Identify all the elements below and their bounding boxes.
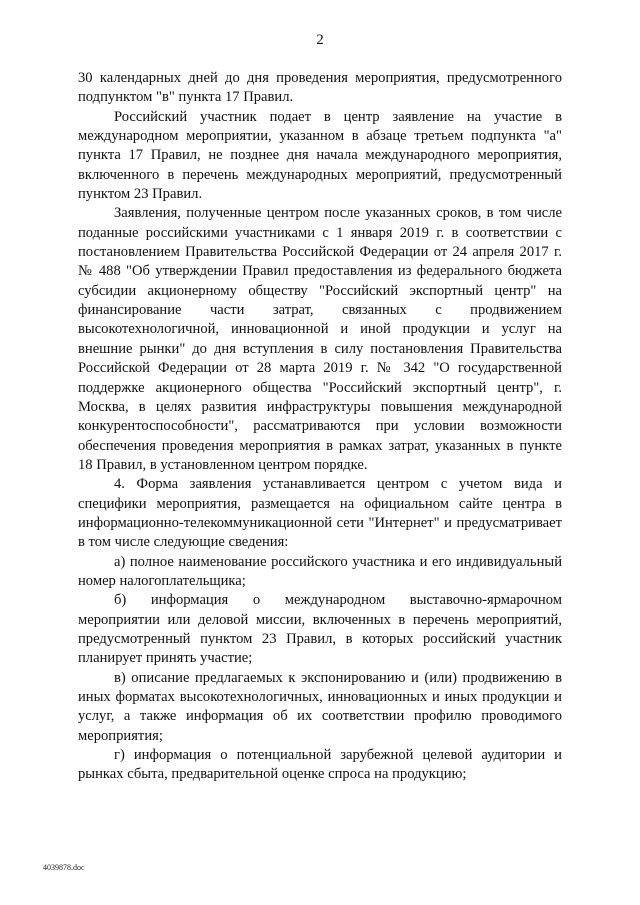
document-body	[78, 69, 562, 785]
paragraph-subitem-a: а) полное наименование российского участника и его индивидуальный номер налогоплательщика;	[78, 553, 562, 589]
paragraph-russian-participant-application: Российский участник подает в центр заявление на участие в международном мероприятии, указанном в абзаце третьем подпункта "а" пункта 17 Правил, не позднее дня начала международного мероприятия, включенного в перечень международных мероприятий, предусмотренный пунктом 23 Правил.	[78, 108, 562, 203]
paragraph-item-4-application-form: 4. Форма заявления устанавливается центром с учетом вида и специфики мероприятия, размещается на официальном сайте центра в информационно-телекоммуникационной сети "Интернет" и предусматривает в том числе следующие сведения:	[78, 476, 562, 551]
paragraph-subitem-g: г) информация о потенциальной зарубежной целевой аудитории и рынках сбыта, предварительной оценке спроса на продукцию;	[78, 747, 562, 783]
paragraph-continued-deadline: 30 календарных дней до дня проведения мероприятия, предусмотренного подпунктом "в" пункта 17 Правил.	[78, 70, 562, 106]
footer-file-code: 4039878.doc	[43, 863, 85, 872]
paragraph-late-applications: Заявления, полученные центром после указанных сроков, в том числе поданные российскими участниками с 1 января 2019 г. в соответствии с постановлением Правительства Российской Федерации от 24 апреля 2017 г. № 488 "Об утверждении Правил предоставления из федерального бюджета субсидии акционерному обществу "Российский экспортный центр" на финансирование части затрат, связанных с продвижением высокотехнологичной, инновационной и иной продукции и услуг на внешние рынки" до дня вступления в силу постановления Правительства Российской Федерации от 28 марта 2019 г. № 342 "О государственной поддержке акционерного общества "Российский экспортный центр", г. Москва, в целях развития инфраструктуры повышения международной конкурентоспособности", рассматриваются при условии возможности обеспечения проведения мероприятия в рамках затрат, указанных в пункте 18 Правил, в установленном центром порядке.	[78, 205, 562, 473]
page-number: 2	[316, 32, 324, 48]
paragraph-subitem-v: в) описание предлагаемых к экспонированию и (или) продвижению в иных форматах высокотехнологичных, инновационных и иных продукции и услуг, а также информация об их соответствии профилю проводимого мероприятия;	[78, 669, 562, 744]
paragraph-subitem-b: б) информация о международном выставочно-ярмарочном мероприятии или деловой миссии, включенных в перечень мероприятий, предусмотренный пунктом 23 Правил, в которых российский участник планирует принять участие;	[78, 592, 562, 667]
